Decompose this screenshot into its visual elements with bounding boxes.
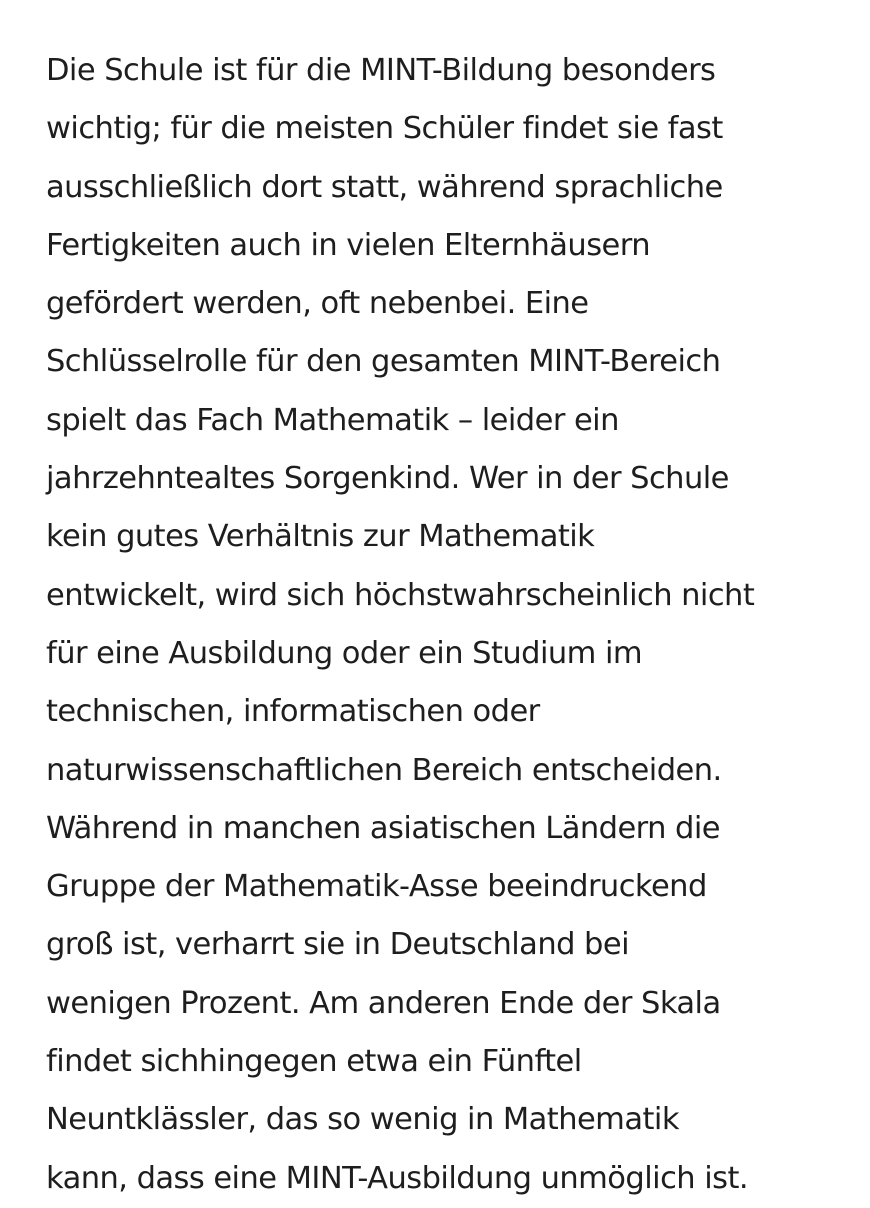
paragraph-line: Während in manchen asiatischen Ländern die	[46, 810, 720, 846]
paragraph-line: jahrzehntealtes Sorgenkind. Wer in der Schule	[46, 461, 729, 497]
paragraph-line: Fertigkeiten auch in vielen Elternhäusern	[46, 227, 650, 263]
paragraph-line: groß ist, verharrt sie in Deutschland bei	[46, 927, 629, 963]
paragraph-line: Gruppe der Mathematik-Asse beeindruckend	[46, 869, 707, 905]
paragraph-line: gefördert werden, oft nebenbei. Eine	[46, 286, 589, 322]
paragraph-line: für eine Ausbildung oder ein Studium im	[46, 635, 643, 671]
paragraph-line: kein gutes Verhältnis zur Mathematik	[46, 519, 595, 555]
paragraph-line: Schlüsselrolle für den gesamten MINT-Bereich	[46, 344, 721, 380]
paragraph-line: technischen, informatischen oder	[46, 694, 540, 730]
paragraph-line: kann, dass eine MINT-Ausbildung unmöglich ist.	[46, 1160, 749, 1196]
paragraph-line: Neuntklässler, das so wenig in Mathematik	[46, 1102, 679, 1138]
paragraph-line: spielt das Fach Mathematik – leider ein	[46, 402, 619, 438]
paragraph-line: wenigen Prozent. Am anderen Ende der Skala	[46, 985, 721, 1021]
article-paragraph	[46, 42, 846, 1208]
paragraph-line: naturwissenschaftlichen Bereich entscheiden.	[46, 752, 722, 788]
paragraph-line: wichtig; für die meisten Schüler findet sie fast	[46, 111, 723, 147]
paragraph-line: ausschließlich dort statt, während sprachliche	[46, 169, 723, 205]
paragraph-line: Die Schule ist für die MINT-Bildung besonders	[46, 53, 716, 88]
paragraph-line: entwickelt, wird sich höchstwahrscheinlich nicht	[46, 577, 755, 613]
paragraph-line: findet sichhingegen etwa ein Fünftel	[46, 1044, 582, 1080]
